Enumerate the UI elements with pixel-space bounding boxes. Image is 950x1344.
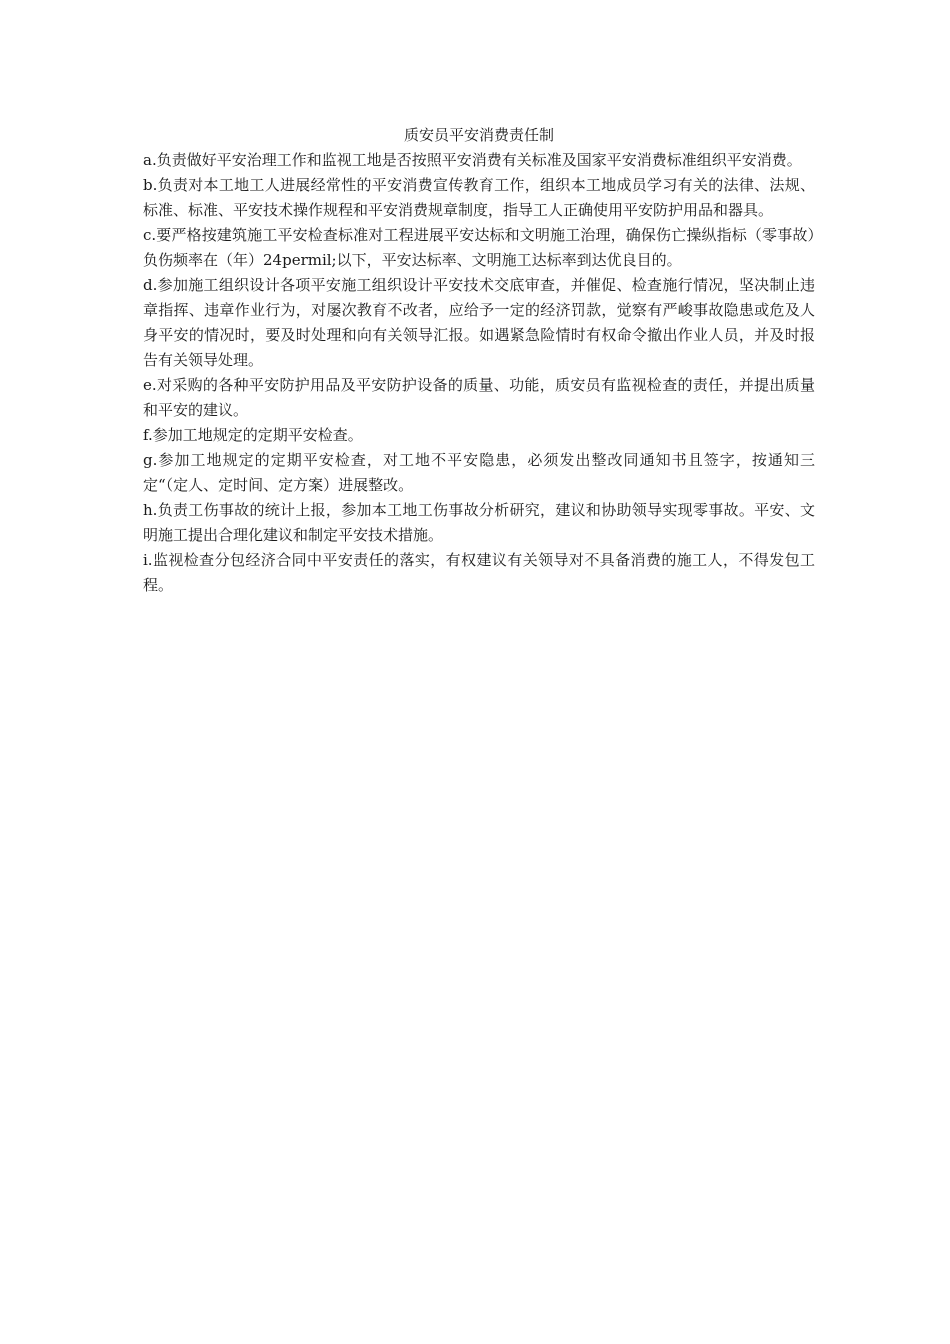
- paragraph-h: h.负责工伤事故的统计上报，参加本工地工伤事故分析研究，建议和协助领导实现零事故。平安、文明施工提出合理化建议和制定平安技术措施。: [143, 501, 815, 544]
- paragraph-d: d.参加施工组织设计各项平安施工组织设计平安技术交底审查，并催促、检查施行情况，坚决制止违章指挥、违章作业行为，对屡次教育不改者，应给予一定的经济罚款，觉察有严峻事故隐患或危及人身平安的情况时，要及时处理和向有关领导汇报。如遇紧急险情时有权命令撤出作业人员，并及时报告有关领导处理。: [143, 276, 815, 369]
- paragraph-b: b.负责对本工地工人进展经常性的平安消费宣传教育工作，组织本工地成员学习有关的法律、法规、标准、标准、平安技术操作规程和平安消费规章制度，指导工人正确使用平安防护用品和器具。: [143, 176, 815, 219]
- paragraph-g: g.参加工地规定的定期平安检查，对工地不平安隐患，必须发出整改同通知书且签字，按通知三定“（定人、定时间、定方案）进展整改。: [143, 451, 815, 494]
- document-body: [143, 123, 815, 598]
- paragraph-c: c.要严格按建筑施工平安检查标准对工程进展平安达标和文明施工治理，确保伤亡操纵指标（零事故）负伤频率在（年）24permil;以下，平安达标率、文明施工达标率到达优良目的。: [143, 226, 815, 269]
- paragraph-f: f.参加工地规定的定期平安检查。: [143, 426, 363, 444]
- document-title: 质安员平安消费责任制: [403, 126, 554, 144]
- paragraph-a: a.负责做好平安治理工作和监视工地是否按照平安消费有关标准及国家平安消费标准组织平安消费。: [143, 151, 802, 169]
- paragraph-i: i.监视检查分包经济合同中平安责任的落实，有权建议有关领导对不具备消费的施工人，不得发包工程。: [143, 551, 815, 594]
- paragraph-e: e.对采购的各种平安防护用品及平安防护设备的质量、功能，质安员有监视检查的责任，并提出质量和平安的建议。: [143, 376, 815, 419]
